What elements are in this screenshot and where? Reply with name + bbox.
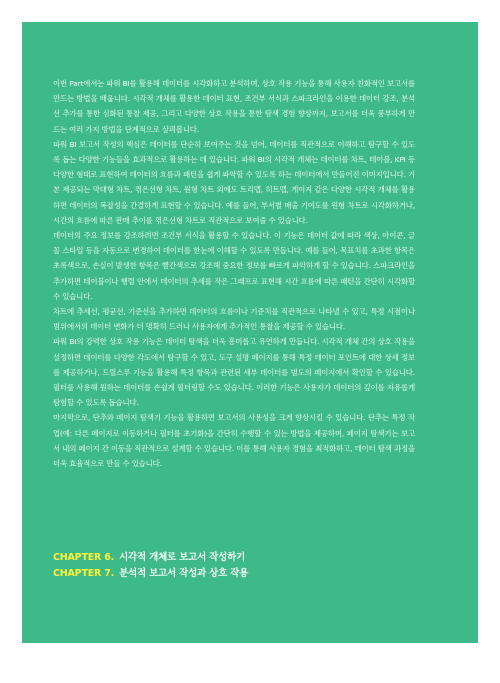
chapter-number: CHAPTER 7.	[53, 568, 115, 579]
paragraph: 파워 BI 보고서 작성의 핵심은 데이터를 단순히 보여주는 것을 넘어, 데이터를 직관적으로 이해하고 탐구할 수 있도록 돕는 다양한 기능들을 효과적으로 활용하는 데 있습니다. 파워 BI의 시각적 개체는 데이터를 차트, 테이블, KPI 등 다양한 형태로 표현하여 데이터의 흐름과 패턴을 쉽게 파악할 수 있도록 하는 데이터에서 만들어진 이미지입니다. 기본 제공되는 막대형 차트, 꺾은선형 차트, 원형 차트 외에도 트리맵, 히트맵, 게이지 같은 다양한 시각적 개체를 활용하면 데이터의 복잡성을 간결하게 표현할 수 있습니다. 예를 들어, 부서별 매출 기여도를 원형 차트로 시각화하거나, 시간의 흐름에 따른 판매 추이를 꺾은선형 차트로 직관적으로 보여줄 수 있습니다.	[53, 139, 415, 225]
chapter-list	[53, 550, 433, 582]
chapter-7-item	[53, 566, 433, 582]
paragraph: 파워 BI의 강력한 상호 작용 기능은 데이터 탐색을 더욱 흥미롭고 유연하게 만듭니다. 시각적 개체 간의 상호 작용을 설정하면 데이터를 다양한 각도에서 탐구할 수 있고, 도구 설명 페이지를 통해 특정 데이터 포인트에 대한 상세 정보를 제공하거나, 드릴스루 기능을 활용해 특정 항목과 관련된 세부 데이터를 별도의 페이지에서 확인할 수 있습니다. 필터를 사용해 원하는 데이터를 손쉽게 필터링할 수도 있습니다. 이러한 기능은 사용자가 데이터의 깊이를 자유롭게 탐험할 수 있도록 돕습니다.	[53, 337, 415, 408]
chapter-6-item	[53, 550, 433, 566]
chapter-title: 시각적 개체로 보고서 작성하기	[119, 552, 246, 563]
paragraph: 차트에 추세선, 평균선, 기준선을 추가하면 데이터의 흐름이나 기준치를 직관적으로 나타낼 수 있고, 특정 시점이나 범위에서의 데이터 변화가 더 명확히 드러나 사용자에게 추가적인 통찰을 제공할 수 있습니다.	[53, 307, 415, 332]
paragraph: 마지막으로, 단추와 페이지 탐색기 기능을 활용하면 보고서의 사용성을 크게 향상시킬 수 있습니다. 단추는 특정 작업(예: 다른 페이지로 이동하거나 필터를 초기화)을 간단히 수행할 수 있는 방법을 제공하며, 페이지 탐색기는 보고서 내의 페이지 간 이동을 직관적으로 설계할 수 있습니다. 이를 통해 사용자 경험을 최적화하고, 데이터 탐색 과정을 더욱 효율적으로 만들 수 있습니다.	[53, 413, 415, 469]
paragraph: 데이터의 주요 정보를 강조하려면 조건부 서식을 활용할 수 있습니다. 이 기능은 데이터 값에 따라 색상, 아이콘, 글꼴 스타일 등을 자동으로 변경하여 데이터를 한눈에 이해할 수 있도록 만듭니다. 예를 들어, 목표치를 초과한 항목은 초록색으로, 손실이 발생한 항목은 빨간색으로 강조해 중요한 정보를 빠르게 파악하게 할 수 있습니다. 스파크라인을 추가하면 테이블이나 행렬 안에서 데이터의 추세를 작은 그래프로 표현해 시간 흐름에 따른 패턴을 간단히 시각화할 수 있습니다.	[53, 231, 415, 301]
paragraph: 이번 Part에서는 파워 BI를 활용해 데이터를 시각화하고 분석하며, 상호 작용 기능을 통해 사용자 친화적인 보고서를 만드는 방법을 배웁니다. 시각적 개체를 활용한 데이터 표현, 조건부 서식과 스파크라인을 이용한 데이터 강조, 분석 선 추가를 통한 심화된 통찰 제공, 그리고 다양한 상호 작용을 통한 탐색 경험 향상까지, 보고서를 더욱 풍부하게 만드는 여러 가지 방법을 단계적으로 살펴봅니다.	[53, 79, 415, 134]
intro-text	[53, 76, 415, 471]
chapter-number: CHAPTER 6.	[53, 552, 115, 563]
chapter-title: 분석적 보고서 작성과 상호 작용	[119, 568, 249, 579]
